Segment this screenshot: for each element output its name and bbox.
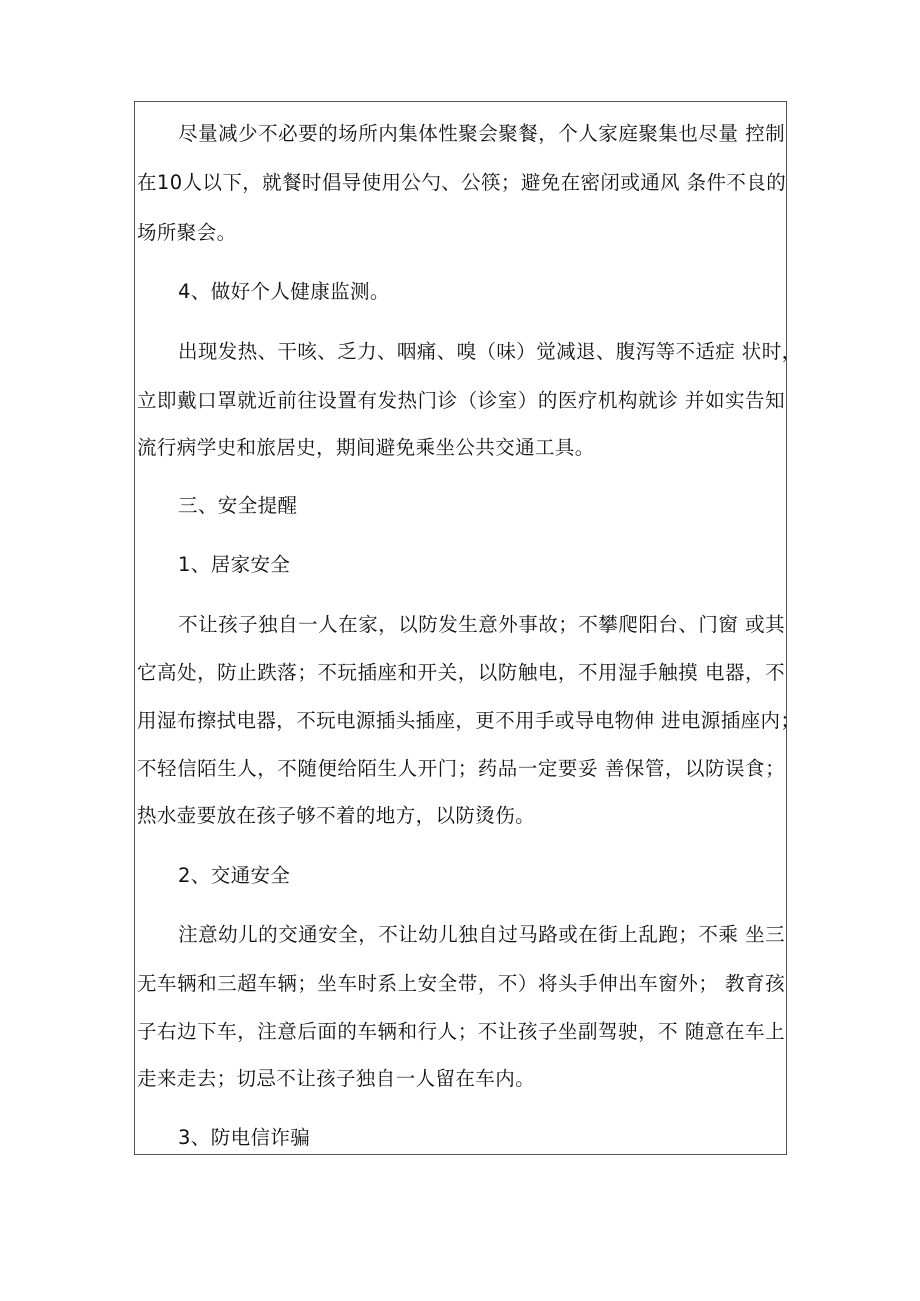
body-line: 子右边下车，注意后面的车辆和行人；不让孩子坐副驾驶，不 随意在车上 [137, 1020, 785, 1043]
subsection-heading: 1、居家安全 [178, 553, 291, 576]
body-line-indented [137, 613, 785, 637]
text-run: 不让孩子独自一人在家，以防发生意外事故；不攀爬阳台、门窗 或其 [178, 613, 785, 636]
body-line: 无车辆和三超车辆；坐车时系上安全带，不）将头手伸出车窗外； 教育孩 [137, 972, 785, 995]
body-line: 不轻信陌生人，不随便给陌生人开门；药品一定要妥 善保管，以防误食； [137, 757, 785, 780]
body-line: 在10人以下，就餐时倡导使用公勺、公筷；避免在密闭或通风 条件不良的 [137, 171, 787, 194]
body-line: 用湿布擦拭电器，不玩电源插头插座，更不用手或导电物伸 进电源插座内； [137, 709, 801, 732]
body-line: 流行病学史和旅居史，期间避免乘坐公共交通工具。 [137, 436, 595, 459]
body-line-indented [137, 122, 785, 146]
body-line: 它高处，防止跌落；不玩插座和开关，以防触电，不用湿手触摸 电器，不 [137, 661, 785, 684]
body-line-indented [137, 923, 785, 947]
subsection-heading: 2、交通安全 [178, 864, 291, 887]
subsection-heading: 4、做好个人健康监测。 [178, 280, 390, 303]
text-run: 出现发热、干咳、乏力、咽痛、嗅（味）觉减退、腹泻等不适症 状时， [178, 340, 802, 363]
body-line: 立即戴口罩就近前往设置有发热门诊（诊室）的医疗机构就诊 并如实告知 [137, 389, 785, 412]
section-heading: 三、安全提醒 [178, 494, 298, 517]
body-line: 场所聚会。 [137, 221, 237, 244]
body-line: 走来走去；切忌不让孩子独自一人留在车内。 [137, 1067, 536, 1090]
subsection-heading: 3、防电信诈骗 [178, 1126, 311, 1149]
body-line: 热水壶要放在孩子够不着的地方，以防烫伤。 [137, 804, 536, 827]
text-run: 尽量减少不必要的场所内集体性聚会聚餐，个人家庭聚集也尽量 控制 [178, 122, 785, 145]
body-line-indented [137, 340, 802, 364]
text-run: 注意幼儿的交通安全，不让幼儿独自过马路或在街上乱跑；不乘 坐三 [178, 923, 785, 946]
